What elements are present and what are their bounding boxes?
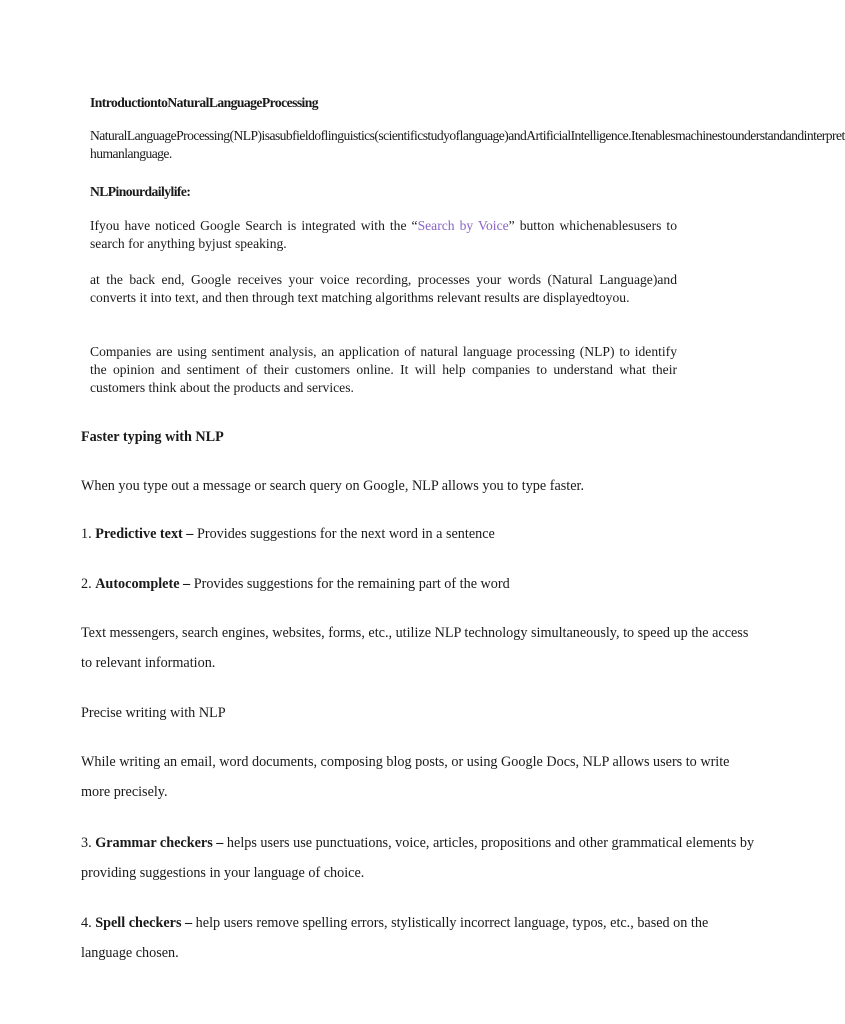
- item-number: 4.: [81, 915, 96, 931]
- voice-search-paragraph: [90, 217, 677, 253]
- precise-writing-heading: Precise writing with NLP: [81, 705, 226, 721]
- spell-checkers-item: [81, 908, 756, 968]
- voice-search-text-after: ” button whichenablesusers to search for anything byjust speaking.: [90, 218, 677, 251]
- grammar-checkers-description: helps users use punctuations, voice, articles, propositions and other grammatical elements by providing suggestions in your language of choice.: [81, 835, 755, 881]
- intro-paragraph: NaturalLanguageProcessing(NLP)isasubfieldoflinguistics(scientificstudyoflanguage)andArtificialIntelligence.Itenablesmachinestounderstandandinterpret humanlanguage.: [90, 128, 845, 161]
- precise-writing-intro: While writing an email, word documents, composing blog posts, or using Google Docs, NLP allows users to write more precisely.: [81, 754, 730, 800]
- daily-life-heading: NLPinourdailylife:: [90, 184, 191, 199]
- grammar-checkers-label: Grammar checkers –: [95, 835, 224, 851]
- autocomplete-description: Provides suggestions for the remaining part of the word: [190, 576, 510, 592]
- autocomplete-label: Autocomplete –: [95, 576, 191, 592]
- back-end-paragraph: at the back end, Google receives your voice recording, processes your words (Natural Language)and converts it into text, and then through text matching algorithms relevant results are displayedtoyou.: [90, 272, 677, 305]
- faster-typing-heading: Faster typing with NLP: [81, 429, 224, 445]
- item-number: 3.: [81, 835, 96, 851]
- predictive-text-label: Predictive text –: [95, 526, 194, 542]
- autocomplete-item: [81, 569, 756, 599]
- item-number: 2.: [81, 576, 96, 592]
- predictive-text-item: [81, 519, 756, 549]
- speed-up-paragraph: Text messengers, search engines, websites, forms, etc., utilize NLP technology simultaneously, to speed up the access to relevant information.: [81, 625, 749, 671]
- spell-checkers-description: help users remove spelling errors, stylistically incorrect language, typos, etc., based on the language chosen.: [81, 915, 709, 961]
- grammar-checkers-item: [81, 828, 756, 888]
- search-by-voice-link[interactable]: Search by Voice: [417, 218, 509, 233]
- faster-typing-intro: When you type out a message or search query on Google, NLP allows you to type faster.: [81, 478, 585, 494]
- sentiment-paragraph: Companies are using sentiment analysis, an application of natural language processing (NLP) to identify the opinion and sentiment of their customers online. It will help companies to understand what their customers think about the products and services.: [90, 344, 677, 395]
- spell-checkers-label: Spell checkers –: [95, 915, 193, 931]
- voice-search-text-before: Ifyou have noticed Google Search is integrated with the “: [90, 218, 418, 233]
- intro-heading: IntroductiontoNaturalLanguageProcessing: [90, 95, 319, 110]
- item-number: 1.: [81, 526, 96, 542]
- predictive-text-description: Provides suggestions for the next word in a sentence: [193, 526, 495, 542]
